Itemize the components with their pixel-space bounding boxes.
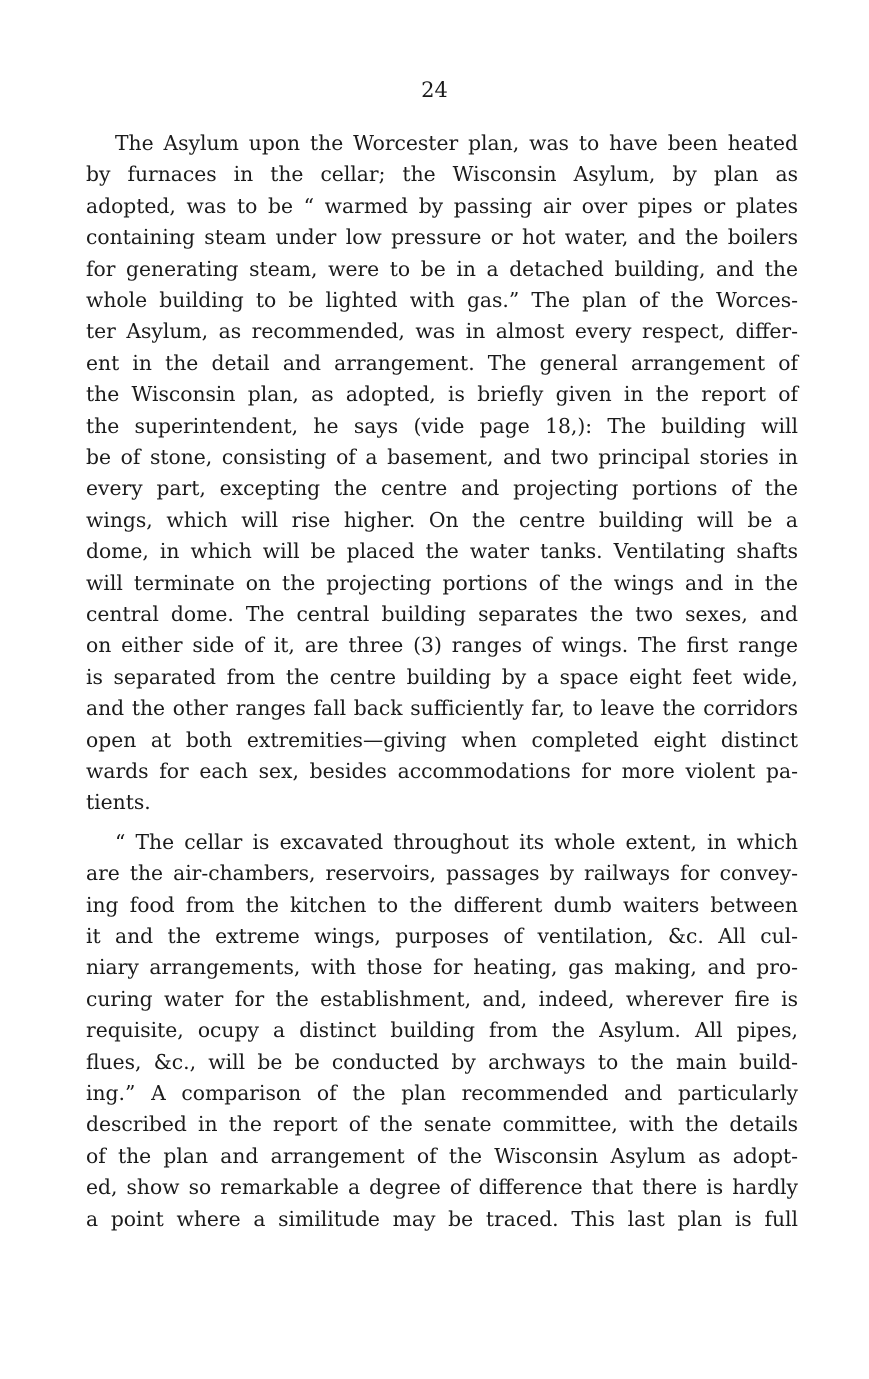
text-line: of the plan and arrangement of the Wisconsin Asylum as adopt- (86, 1143, 798, 1168)
text-line: The Asylum upon the Worcester plan, was to have been heated (115, 131, 798, 155)
text-line: ter Asylum, as recommended, was in almost every respect, differ- (86, 319, 798, 344)
text-line: flues, &c., will be be conducted by archways to the main build- (86, 1049, 798, 1074)
text-line: are the air-chambers, reservoirs, passages by railways for convey- (86, 861, 798, 886)
text-line: wings, which will rise higher. On the centre building will be a (86, 507, 798, 532)
text-line: wards for each sex, besides accommodations for more violent pa- (86, 759, 798, 783)
text-line: by furnaces in the cellar; the Wisconsin Asylum, by plan as (86, 162, 798, 187)
text-line: dome, in which will be placed the water tanks. Ventilating shafts (86, 539, 798, 564)
text-line: requisite, ocupy a distinct building from the Asylum. All pipes, (86, 1018, 798, 1043)
text-line: central dome. The central building separates the two sexes, and (86, 602, 798, 626)
text-line: for generating steam, were to be in a detached building, and the (86, 256, 798, 281)
text-line: on either side of it, are three (3) ranges of wings. The first range (86, 633, 798, 658)
text-line: ing food from the kitchen to the different dumb waiters between (86, 892, 798, 917)
text-line: will terminate on the projecting portions of the wings and in the (86, 570, 798, 595)
text-line: be of stone, consisting of a basement, and two principal stories in (86, 445, 798, 469)
text-line: the superintendent, he says (vide page 18,): The building will (86, 413, 798, 438)
text-line: is separated from the centre building by a space eight feet wide, (86, 664, 798, 689)
page-number: 24 (421, 78, 448, 102)
text-line: open at both extremities—giving when completed eight distinct (86, 727, 798, 752)
text-line: every part, excepting the centre and projecting portions of the (86, 476, 798, 501)
text-line: “ The cellar is excavated throughout its whole extent, in which (115, 829, 798, 854)
text-line: containing steam under low pressure or hot water, and the boilers (86, 225, 798, 250)
text-line: niary arrangements, with those for heating, gas making, and pro- (86, 955, 798, 980)
text-line: ed, show so remarkable a degree of difference that there is hardly (86, 1175, 798, 1200)
text-line: curing water for the establishment, and, indeed, wherever fire is (86, 986, 798, 1011)
text-line: tients. (86, 790, 151, 815)
text-line: ent in the detail and arrangement. The general arrangement of (86, 350, 798, 375)
text-line: the Wisconsin plan, as adopted, is briefly given in the report of (86, 382, 798, 407)
text-line: it and the extreme wings, purposes of ventilation, &c. All cul- (86, 924, 798, 948)
text-line: and the other ranges fall back sufficiently far, to leave the corridors (86, 696, 798, 721)
text-line: whole building to be lighted with gas.” The plan of the Worces- (86, 288, 798, 312)
text-line: ing.” A comparison of the plan recommended and particularly (86, 1081, 798, 1105)
text-line: adopted, was to be “ warmed by passing air over pipes or plates (86, 193, 798, 218)
text-line: described in the report of the senate committee, with the details (86, 1112, 798, 1137)
text-line: a point where a similitude may be traced. This last plan is full (86, 1206, 798, 1231)
